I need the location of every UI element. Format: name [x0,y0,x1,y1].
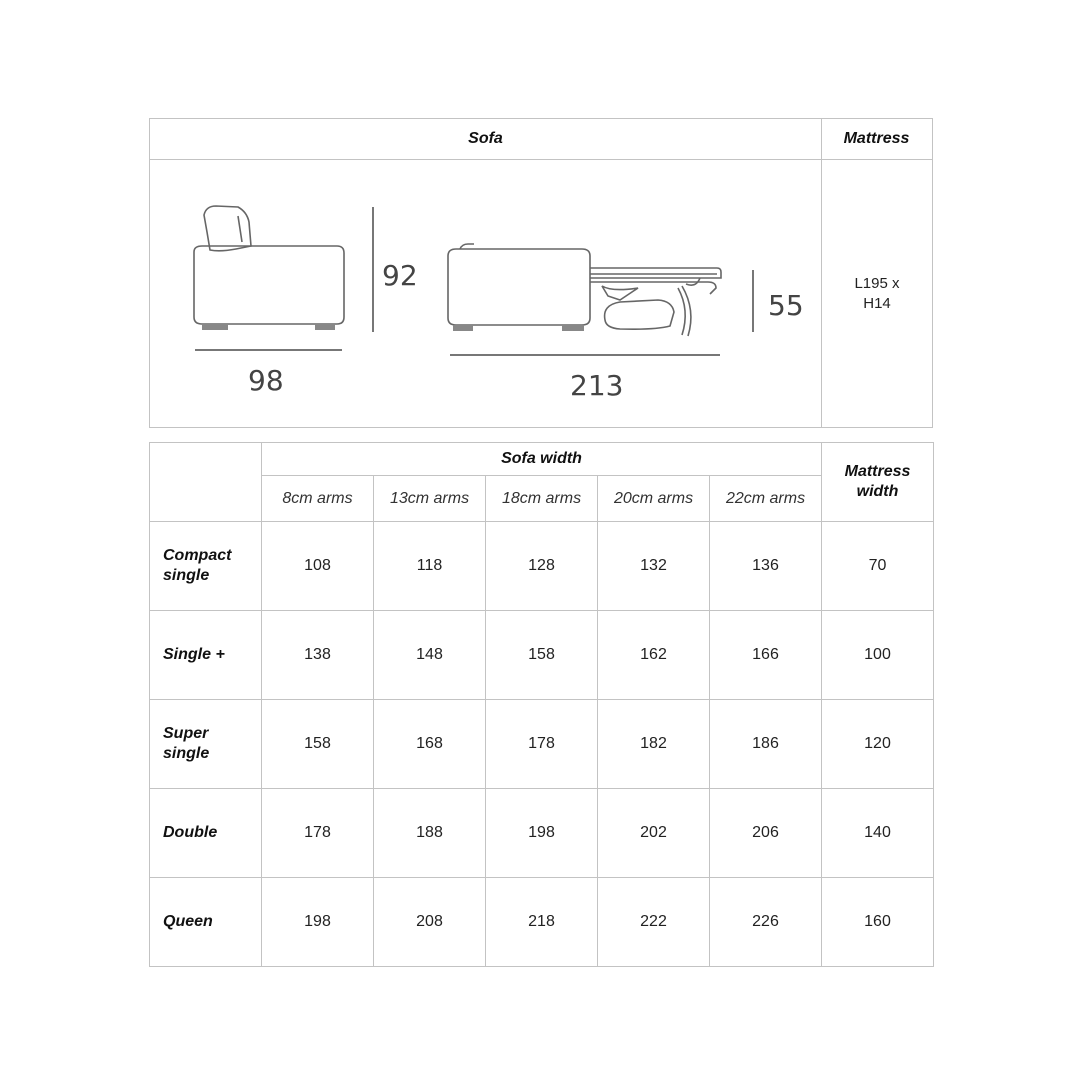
row-label [150,522,262,611]
width-cell: 186 [710,700,822,789]
width-cell: 108 [262,522,374,611]
open-height-label: 55 [768,289,804,322]
arm-column-header: 22cm arms [710,476,822,522]
width-cell: 188 [374,789,486,878]
width-cell: 158 [262,700,374,789]
mattress-width-line2: width [856,483,899,500]
corner-cell [150,443,262,522]
width-cell: 166 [710,611,822,700]
width-cell: 128 [486,522,598,611]
arm-column-header: 8cm arms [262,476,374,522]
mattress-width-cell: 70 [822,522,934,611]
row-label-line1: Single + [163,646,225,663]
sofa-side-view-icon [194,206,344,330]
row-label-line2: single [163,567,210,584]
arm-column-header: 20cm arms [598,476,710,522]
row-label [150,878,262,967]
mattress-width-line1: Mattress [844,463,911,480]
width-cell: 178 [262,789,374,878]
length-label: 213 [570,369,624,402]
sofa-width-header: Sofa width [262,443,822,476]
table-row [150,789,934,878]
arm-column-header: 18cm arms [486,476,598,522]
width-cell: 138 [262,611,374,700]
width-cell: 226 [710,878,822,967]
width-cell: 218 [486,878,598,967]
sofa-diagram-table [149,118,933,428]
row-label-line1: Super [163,725,209,742]
width-cell: 206 [710,789,822,878]
row-label-line1: Queen [163,913,213,930]
sofa-bed-open-view-icon [448,244,721,336]
width-cell: 168 [374,700,486,789]
arm-column-header: 13cm arms [374,476,486,522]
width-cell: 198 [262,878,374,967]
row-label [150,611,262,700]
row-label [150,700,262,789]
width-cell: 162 [598,611,710,700]
width-cell: 198 [486,789,598,878]
width-cell: 182 [598,700,710,789]
mattress-width-cell: 140 [822,789,934,878]
mattress-width-header [822,443,934,522]
mattress-width-cell: 160 [822,878,934,967]
row-label-line1: Double [163,824,218,841]
table-row [150,611,934,700]
table-row [150,522,934,611]
height-label: 92 [382,259,418,292]
sofa-header: Sofa [468,130,503,147]
width-cell: 158 [486,611,598,700]
width-cell: 202 [598,789,710,878]
width-cell: 208 [374,878,486,967]
width-cell: 132 [598,522,710,611]
width-cell: 118 [374,522,486,611]
mattress-header: Mattress [843,130,910,147]
sofa-bed-drawing [150,160,821,428]
row-label-line1: Compact [163,547,232,564]
width-cell: 148 [374,611,486,700]
mattress-size-line2: H14 [863,295,891,312]
mattress-size-line1: L195 x [854,275,900,292]
size-table [149,442,934,967]
row-label [150,789,262,878]
mattress-width-cell: 100 [822,611,934,700]
width-cell: 178 [486,700,598,789]
mattress-size-cell [822,160,932,428]
table-row [150,700,934,789]
width-cell: 222 [598,878,710,967]
row-label-line2: single [163,745,210,762]
mattress-width-cell: 120 [822,700,934,789]
width-cell: 136 [710,522,822,611]
table-row [150,878,934,967]
depth-label: 98 [248,364,284,397]
